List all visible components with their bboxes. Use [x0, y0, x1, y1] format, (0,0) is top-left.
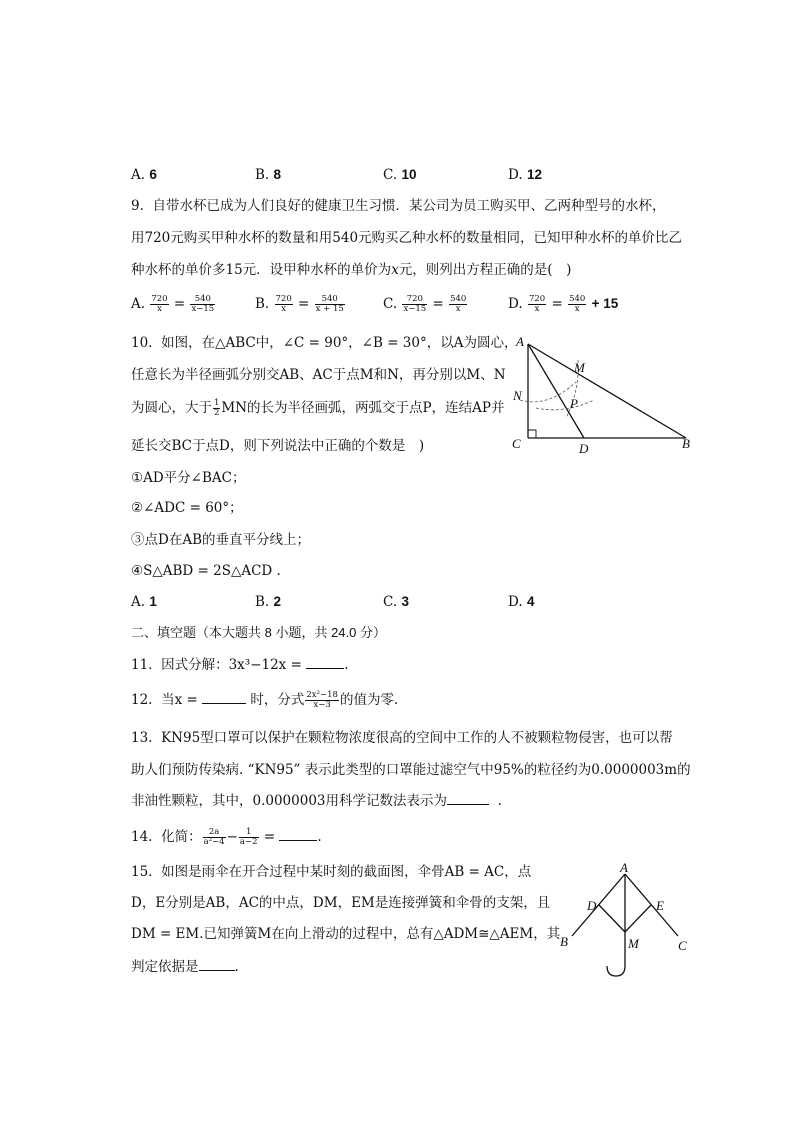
q15-line2: D，E分别是AB，AC的中点，DM，EM是连接弹簧和伞骨的支架，且	[131, 895, 551, 911]
q10-label-p: P	[570, 396, 578, 411]
q10-line3: 为圆心，大于 $\frac{1}{2}$ MN的长为半径画弧，两弧交于点P，连结AP并	[131, 398, 505, 418]
q10-triangle-figure	[508, 330, 698, 455]
q11-answer-blank[interactable]	[306, 654, 344, 669]
q10-label-m: M	[574, 360, 585, 375]
q15-rib-ac	[625, 874, 678, 936]
q10-side-ab	[528, 344, 686, 438]
q9-option-a: A. $\frac{720}{x}$ = $\frac{540}{x-15}$	[131, 294, 215, 314]
q8-option-c: C. 10	[383, 167, 417, 183]
q10-label-a: A	[516, 334, 524, 349]
q13-line3: 非油性颗粒，其中，0.0000003用科学记数法表示为 .	[131, 790, 502, 811]
q15-label-c: C	[678, 938, 687, 953]
q15-label-e: E	[656, 898, 664, 913]
q10-option-c: C. 3	[383, 594, 409, 610]
q8-option-b: B. 8	[255, 167, 282, 183]
q14-answer-blank[interactable]	[279, 826, 317, 841]
q10-label-b: B	[682, 436, 690, 451]
q10-option-b: B. 2	[255, 594, 282, 610]
q15-label-a: A	[620, 862, 628, 875]
q10-line1: 10. 如图，在△ABC中，∠C = 90°，∠B = 30°，以A为圆心，	[131, 335, 518, 351]
q10-line4: 延长交BC于点D，则下列说法中正确的个数是 )	[131, 438, 425, 454]
q10-label-c: C	[512, 436, 521, 451]
q10-line2: 任意长为半径画弧分别交AB、AC于点M和N，再分别以M、N	[131, 367, 506, 383]
q10-label-d: D	[579, 441, 589, 455]
q13-answer-blank[interactable]	[447, 790, 489, 805]
q15-rib-ab	[572, 874, 625, 936]
q15-strut-dm	[599, 905, 625, 932]
section-2-heading: 二、填空题（本大题共 8 小题，共 24.0 分）	[131, 625, 386, 640]
q15-umbrella-figure	[556, 862, 696, 980]
q10-statement-2: ②∠ADC = 60°；	[131, 500, 243, 516]
q9-line2: 用720元购买甲种水杯的数量和用540元购买乙种水杯的数量相同，已知甲种水杯的单价比乙	[131, 230, 683, 246]
q15-answer-blank[interactable]	[199, 956, 235, 971]
q10-right-angle-mark	[528, 430, 536, 438]
q8-option-a: A. 6	[131, 167, 157, 183]
q10-option-d: D. 4	[508, 594, 535, 610]
q15-label-b: B	[560, 934, 568, 949]
q15-label-m: M	[628, 936, 639, 951]
q10-label-n: N	[513, 388, 522, 403]
q9-option-c: C. $\frac{720}{x-15}$ = $\frac{540}{x}$	[383, 294, 467, 314]
q13-line1: 13. KN95型口罩可以保护在颗粒物浓度很高的空间中工作的人不被颗粒物侵害，也可以帮	[131, 730, 673, 746]
q12: 12. 当x = 时，分式 $\frac{\text{2x²−18}}{x-3}$ 的值为零．	[131, 690, 408, 710]
q9-line1: 9. 自带水杯已成为人们良好的健康卫生习惯．某公司为员工购买甲、乙两种型号的水杯，	[131, 198, 666, 214]
q9-option-d: D. $\frac{720}{x}$ = $\frac{540}{x}$ + 15	[508, 294, 619, 314]
q8-option-d: D. 12	[508, 167, 542, 183]
q10-statement-3: ③点D在AB的垂直平分线上；	[131, 532, 310, 548]
q10-option-a: A. 1	[131, 594, 157, 610]
q11: 11. 因式分解：3x³−12x = .	[131, 654, 349, 675]
q15-line4: 判定依据是 .	[131, 956, 239, 977]
q15-line1: 15. 如图是雨伞在开合过程中某时刻的截面图，伞骨AB = AC，点	[131, 864, 532, 880]
q15-strut-em	[625, 905, 651, 932]
q15-handle	[607, 966, 625, 976]
q14: 14. 化简： $\frac{2a}{\text{a²−4}}$ − $\frac{1}{a-2}$ = .	[131, 827, 322, 847]
q15-label-d: D	[587, 898, 597, 913]
q10-statement-4: ④S△ABD = 2S△ACD .	[131, 563, 281, 579]
q10-statement-1: ①AD平分∠BAC；	[131, 470, 246, 486]
q9-line3: 种水杯的单价多15元．设甲种水杯的单价为x元，则列出方程正确的是( )	[131, 262, 572, 278]
q9-option-b: B. $\frac{720}{x}$ = $\frac{540}{x + 15}$	[255, 294, 344, 314]
q12-answer-blank[interactable]	[202, 689, 246, 704]
q13-line2: 助人们预防传染病. “KN95” 表示此类型的口罩能过滤空气中95%的粒径约为0.0000003m的	[131, 762, 691, 778]
q15-line3: DM = EM.已知弹簧M在向上滑动的过程中，总有△ADM≅△AEM，其	[131, 926, 561, 942]
